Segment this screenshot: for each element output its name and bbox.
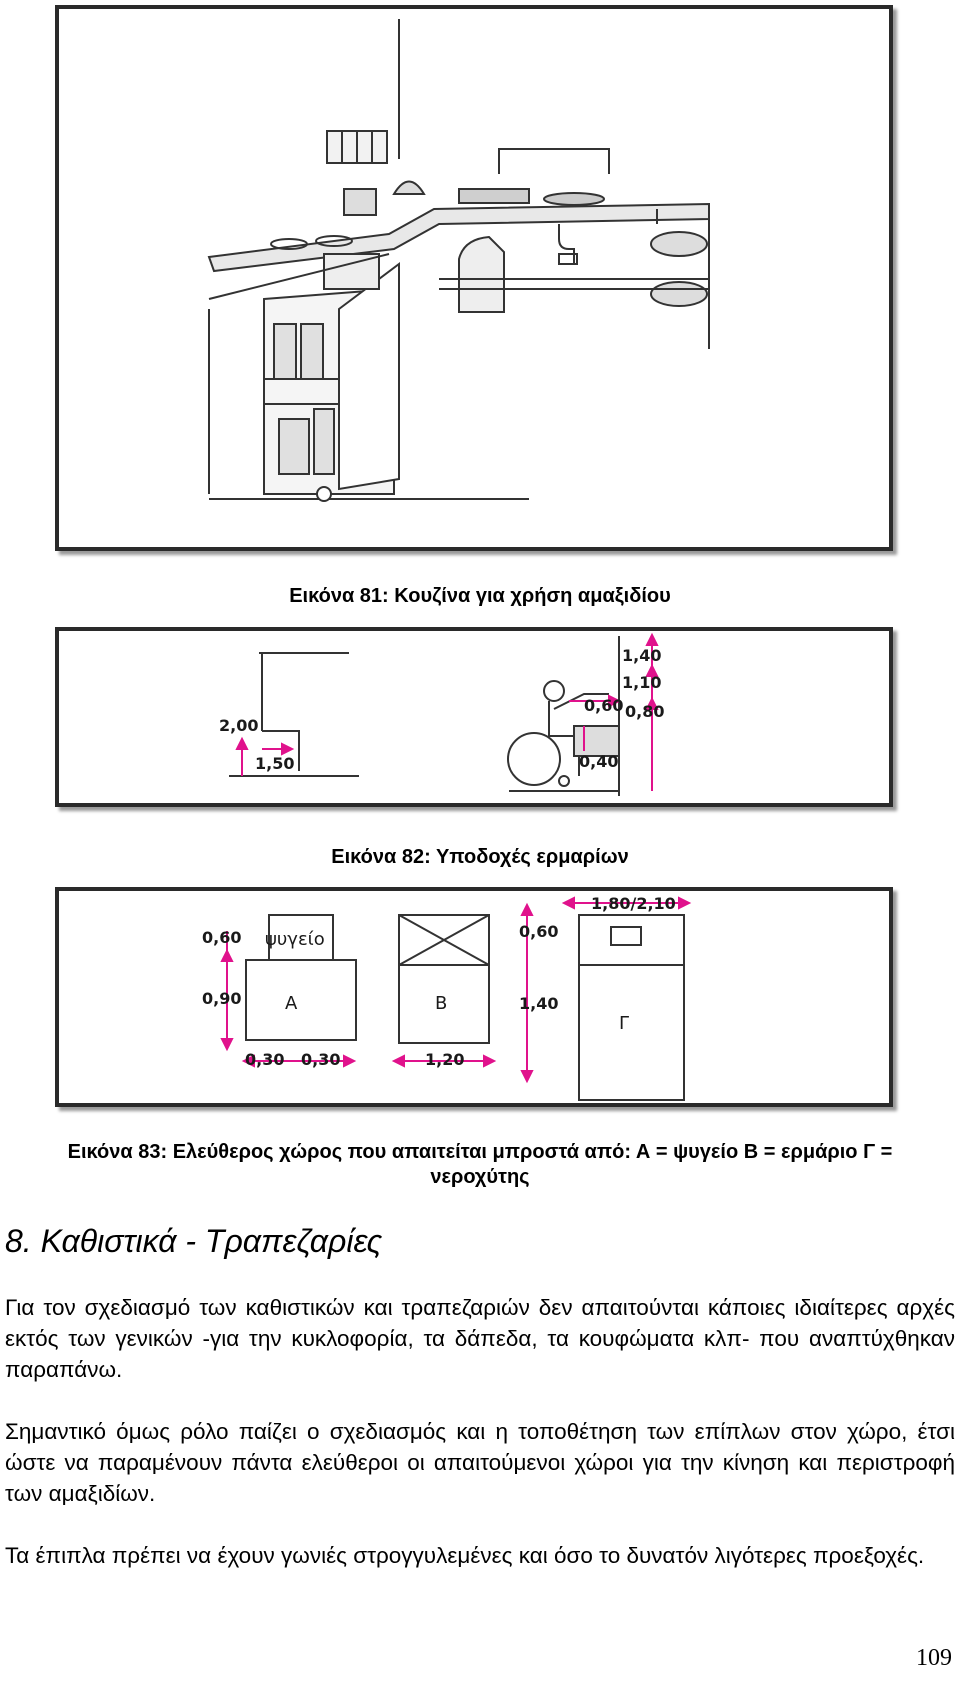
kitchen-drawing	[59, 9, 889, 547]
dim-g-1-80-2-10: 1,80/2,10	[591, 894, 676, 913]
dim-g-1-40: 1,40	[519, 994, 559, 1013]
dim-0-40-knee: 0,40	[579, 752, 619, 771]
paragraph-2: Σημαντικό όμως ρόλο παίζει ο σχεδιασμός και η τοποθέτηση των επίπλων στον χώρο, έτσι ώστε να παραμένουν πάντα ελεύθεροι οι απαιτούμενοι χώροι για την κίνηση και περιστροφή των αμαξιδίων.	[5, 1419, 955, 1506]
label-g: Γ	[619, 1013, 630, 1034]
paragraph-3: Τα έπιπλα πρέπει να έχουν γωνιές στρογγυλεμένες και όσο το δυνατόν λιγότερες προεξοχές.	[5, 1543, 925, 1568]
dim-2-00: 2,00	[219, 716, 259, 735]
dim-1-10-reach: 1,10	[622, 673, 662, 692]
dim-0-80-height: 0,80	[625, 702, 665, 721]
dim-a-0-90: 0,90	[202, 989, 242, 1008]
dim-1-50: 1,50	[255, 754, 295, 773]
figure-82-caption: Εικόνα 82: Υποδοχές ερμαρίων	[331, 846, 629, 868]
figure-81-kitchen-illustration	[55, 5, 893, 551]
figure-82-cabinet-clearances	[55, 627, 893, 807]
page-number: 109	[916, 1645, 952, 1671]
figure-83-caption-line1: Εικόνα 83: Ελεύθερος χώρος που απαιτείται μπροστά από: Α = ψυγείο Β = ερμάριο Γ =	[67, 1141, 893, 1163]
dim-a-0-60: 0,60	[202, 928, 242, 947]
dim-1-40-reach: 1,40	[622, 646, 662, 665]
dim-b-1-20: 1,20	[425, 1050, 465, 1069]
fridge-label: ψυγείο	[265, 929, 325, 950]
section-heading: 8. Καθιστικά - Τραπεζαρίες	[5, 1223, 383, 1259]
figure-83-caption-line2: νεροχύτης	[430, 1166, 530, 1188]
dim-0-60-depth: 0,60	[584, 696, 624, 715]
label-a: Α	[285, 993, 298, 1014]
dim-g-0-60: 0,60	[519, 922, 559, 941]
figure-83-free-space	[55, 887, 893, 1107]
dim-a-0-30-right: 0,30	[301, 1050, 341, 1069]
label-b: Β	[435, 993, 448, 1014]
free-space-drawing	[59, 891, 889, 1103]
cabinet-clearance-drawing	[59, 631, 889, 803]
paragraph-1: Για τον σχεδιασμό των καθιστικών και τραπεζαριών δεν απαιτούνται κάποιες ιδιαίτερες αρχές εκτός των γενικών -για την κυκλοφορία, τα δάπεδα, τα κουφώματα κλπ- που αναπτύχθηκαν παραπάνω.	[5, 1295, 955, 1382]
figure-81-caption: Εικόνα 81: Κουζίνα για χρήση αμαξιδίου	[289, 585, 671, 607]
dim-a-0-30-left: 0,30	[245, 1050, 285, 1069]
